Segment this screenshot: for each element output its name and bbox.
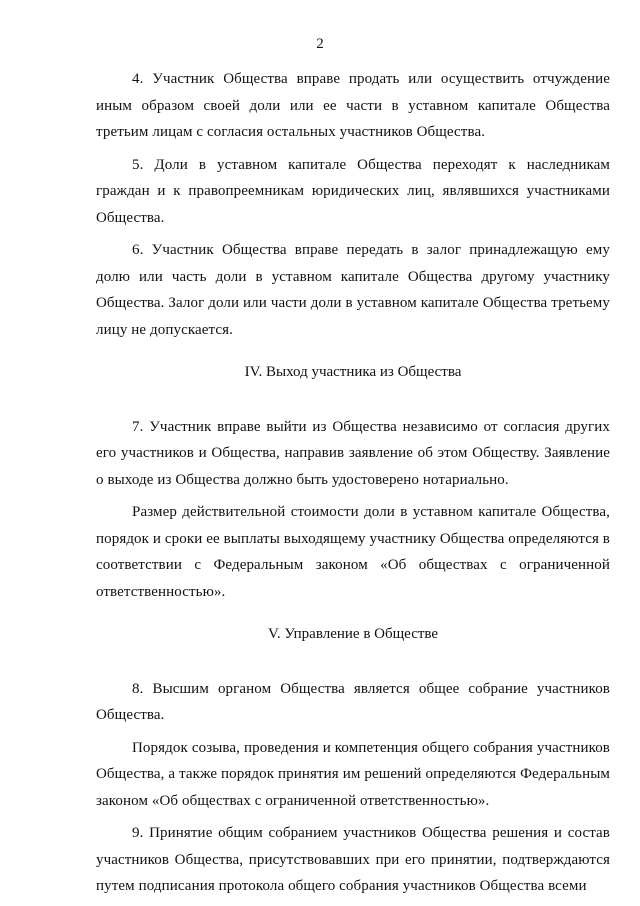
section-heading-5: V. Управление в Обществе <box>267 626 439 642</box>
paragraph-9: 9. Принятие общим собранием участников Общества решения и состав участников Общества, присутствовавших при его принятии, подтверждаются путем подписания протокола общего собрания участников Общества всеми <box>96 825 610 894</box>
paragraph-7-continuation: Размер действительной стоимости доли в уставном капитале Общества, порядок и сроки ее выплаты выходящему участнику Общества определяются в соответствии с Федеральным законом «Об обществах с ограниченной ответственностью». <box>96 504 610 600</box>
paragraph-6: 6. Участник Общества вправе передать в залог принадлежащую ему долю или часть доли в уставном капитале Общества другому участнику Общества. Залог доли или части доли в уставном капитале Общества третьему лицу не допускается. <box>96 242 610 338</box>
section-heading-4: IV. Выход участника из Общества <box>244 364 462 380</box>
document-body <box>96 66 610 906</box>
paragraph-4: 4. Участник Общества вправе продать или осуществить отчуждение иным образом своей доли или ее части в уставном капитале Общества третьим лицам с согласия остальных участников Общества. <box>96 71 610 140</box>
paragraph-5: 5. Доли в уставном капитале Общества переходят к наследникам граждан и к правопреемникам юридических лиц, являвшихся участниками Общества. <box>96 156 610 226</box>
page-number: 2 <box>316 36 324 52</box>
paragraph-8: 8. Высшим органом Общества является общее собрание участников Общества. <box>96 680 610 723</box>
paragraph-8-continuation: Порядок созыва, проведения и компетенция общего собрания участников Общества, а также порядок принятия им решений определяются Федеральным законом «Об обществах с ограниченной ответственностью». <box>96 739 610 809</box>
paragraph-7: 7. Участник вправе выйти из Общества независимо от согласия других его участников и Общества, направив заявление об этом Обществу. Заявление о выходе из Общества должно быть удостоверено нотариально. <box>96 418 610 488</box>
